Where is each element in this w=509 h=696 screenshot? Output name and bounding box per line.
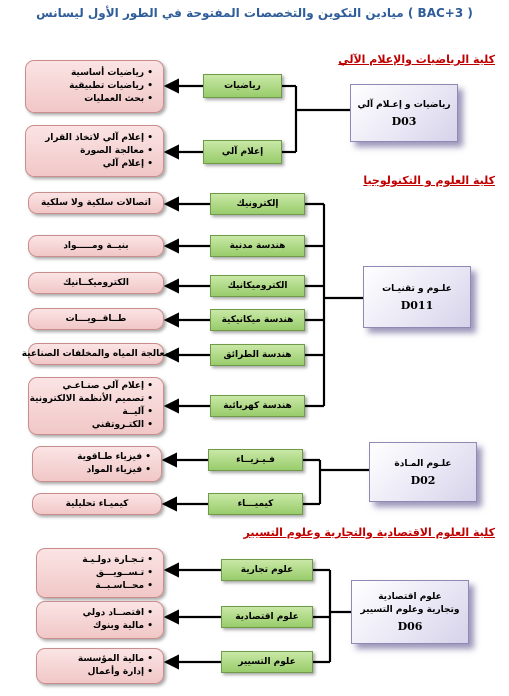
faculty-title: كلية العلوم و التكنولوجيا: [363, 174, 495, 187]
specialty-item: • رياضيات أساسية: [36, 67, 153, 80]
specialty-item: • فيزياء طـاقوية: [43, 451, 151, 464]
domain-name-line: وتجارية وعلوم التسيير: [360, 605, 460, 615]
domain-name-line: علوم اقتصادية: [378, 592, 442, 602]
specialty-box: [28, 235, 164, 257]
specialty-box: [36, 648, 164, 684]
specialty-box: [25, 125, 164, 177]
domain-code: D011: [400, 298, 434, 312]
specialty-item: • الكتـروتقني: [39, 419, 153, 432]
branch-box: هندسة مدنية: [210, 235, 305, 257]
specialty-item: • إعلام آلي صنـاعـي: [39, 380, 153, 393]
specialty-item: • بحث العمليات: [36, 93, 153, 106]
specialty-item: • تـجـارة دولـيـة: [47, 554, 153, 567]
specialty-item: • محــاسـبــة: [47, 580, 153, 593]
faculty-title: كلية الرياضيات والإعلام الآلي: [338, 53, 495, 66]
page-title: ميادين التكوين والتخصصات المفتوحة في الطور الأول ليسانس ( BAC+3 ): [36, 6, 473, 20]
domain-code: D03: [391, 114, 417, 128]
domain-box: [350, 84, 458, 142]
specialty-item: • إعلام آلي: [36, 158, 153, 171]
domain-code: D06: [397, 620, 423, 633]
specialty-item: • إدارة وأعمال: [47, 666, 153, 679]
specialty-item: كيميـاء تحليلية: [65, 498, 129, 509]
domain-box: [363, 266, 471, 328]
specialty-box: [32, 446, 162, 482]
branch-box: علوم التسيير: [221, 651, 313, 673]
specialty-item: طــاقــويـــات: [65, 313, 127, 324]
branch-box: رياضيات: [203, 74, 282, 98]
specialty-item: اتصالات سلكية ولا سلكية: [41, 197, 151, 208]
branch-box: علوم تجارية: [221, 559, 313, 581]
domain-name: علـوم و تقنيـات: [382, 283, 452, 294]
domain-name: رياضيات و إعـلام آلي: [357, 99, 451, 110]
specialty-item: معالجة المياه والمخلفات الصناعية: [21, 348, 171, 359]
domain-code: D02: [410, 473, 436, 487]
specialty-item: • إعلام آلي لاتخاذ القرار: [36, 132, 153, 145]
specialty-box: [36, 548, 164, 598]
specialty-item: • تـســويـــق: [47, 567, 153, 580]
branch-box: الكتروميكانيك: [210, 275, 305, 297]
specialty-box: [21, 343, 171, 365]
domain-box: [351, 580, 469, 644]
branch-box: هندسة ميكانيكية: [210, 309, 305, 331]
specialty-item: • مالية المؤسسة: [47, 653, 153, 666]
specialty-item: الكتروميكــانيك: [63, 277, 130, 288]
specialty-box: [32, 493, 162, 515]
branch-box: هندسة كهربائية: [210, 395, 305, 417]
specialty-box: [25, 60, 164, 113]
specialty-item: • فيزياء المواد: [43, 464, 151, 477]
branch-box: إلكترونيك: [210, 193, 305, 215]
specialty-box: [28, 308, 164, 330]
specialty-box: [28, 377, 164, 435]
specialty-box: [28, 192, 164, 214]
specialty-item: • آليــة: [39, 406, 153, 419]
branch-box: إعلام آلي: [203, 140, 282, 164]
specialty-item: • تصميم الأنظمة الالكترونية: [39, 393, 153, 406]
specialty-item: بنيــة ومـــــواد: [63, 240, 129, 251]
faculty-title: كلية العلوم الاقتصادية والتجارية وعلوم التسيير: [243, 526, 495, 539]
branch-box: كيميـــاء: [208, 493, 303, 515]
specialty-item: • رياضيات تطبيقية: [36, 80, 153, 93]
domain-name: علـوم المـادة: [394, 458, 452, 469]
specialty-item: • اقتصــاد دولي: [47, 607, 153, 620]
specialty-item: • معالجة الصورة: [36, 145, 153, 158]
branch-box: علوم اقتصادية: [221, 606, 313, 628]
domain-box: [369, 442, 477, 502]
branch-box: فـيـزيــاء: [208, 449, 303, 471]
specialty-box: [36, 601, 164, 639]
branch-box: هندسة الطرائق: [210, 344, 305, 366]
specialty-box: [28, 272, 164, 294]
specialty-item: • مالية وبنوك: [47, 620, 153, 633]
